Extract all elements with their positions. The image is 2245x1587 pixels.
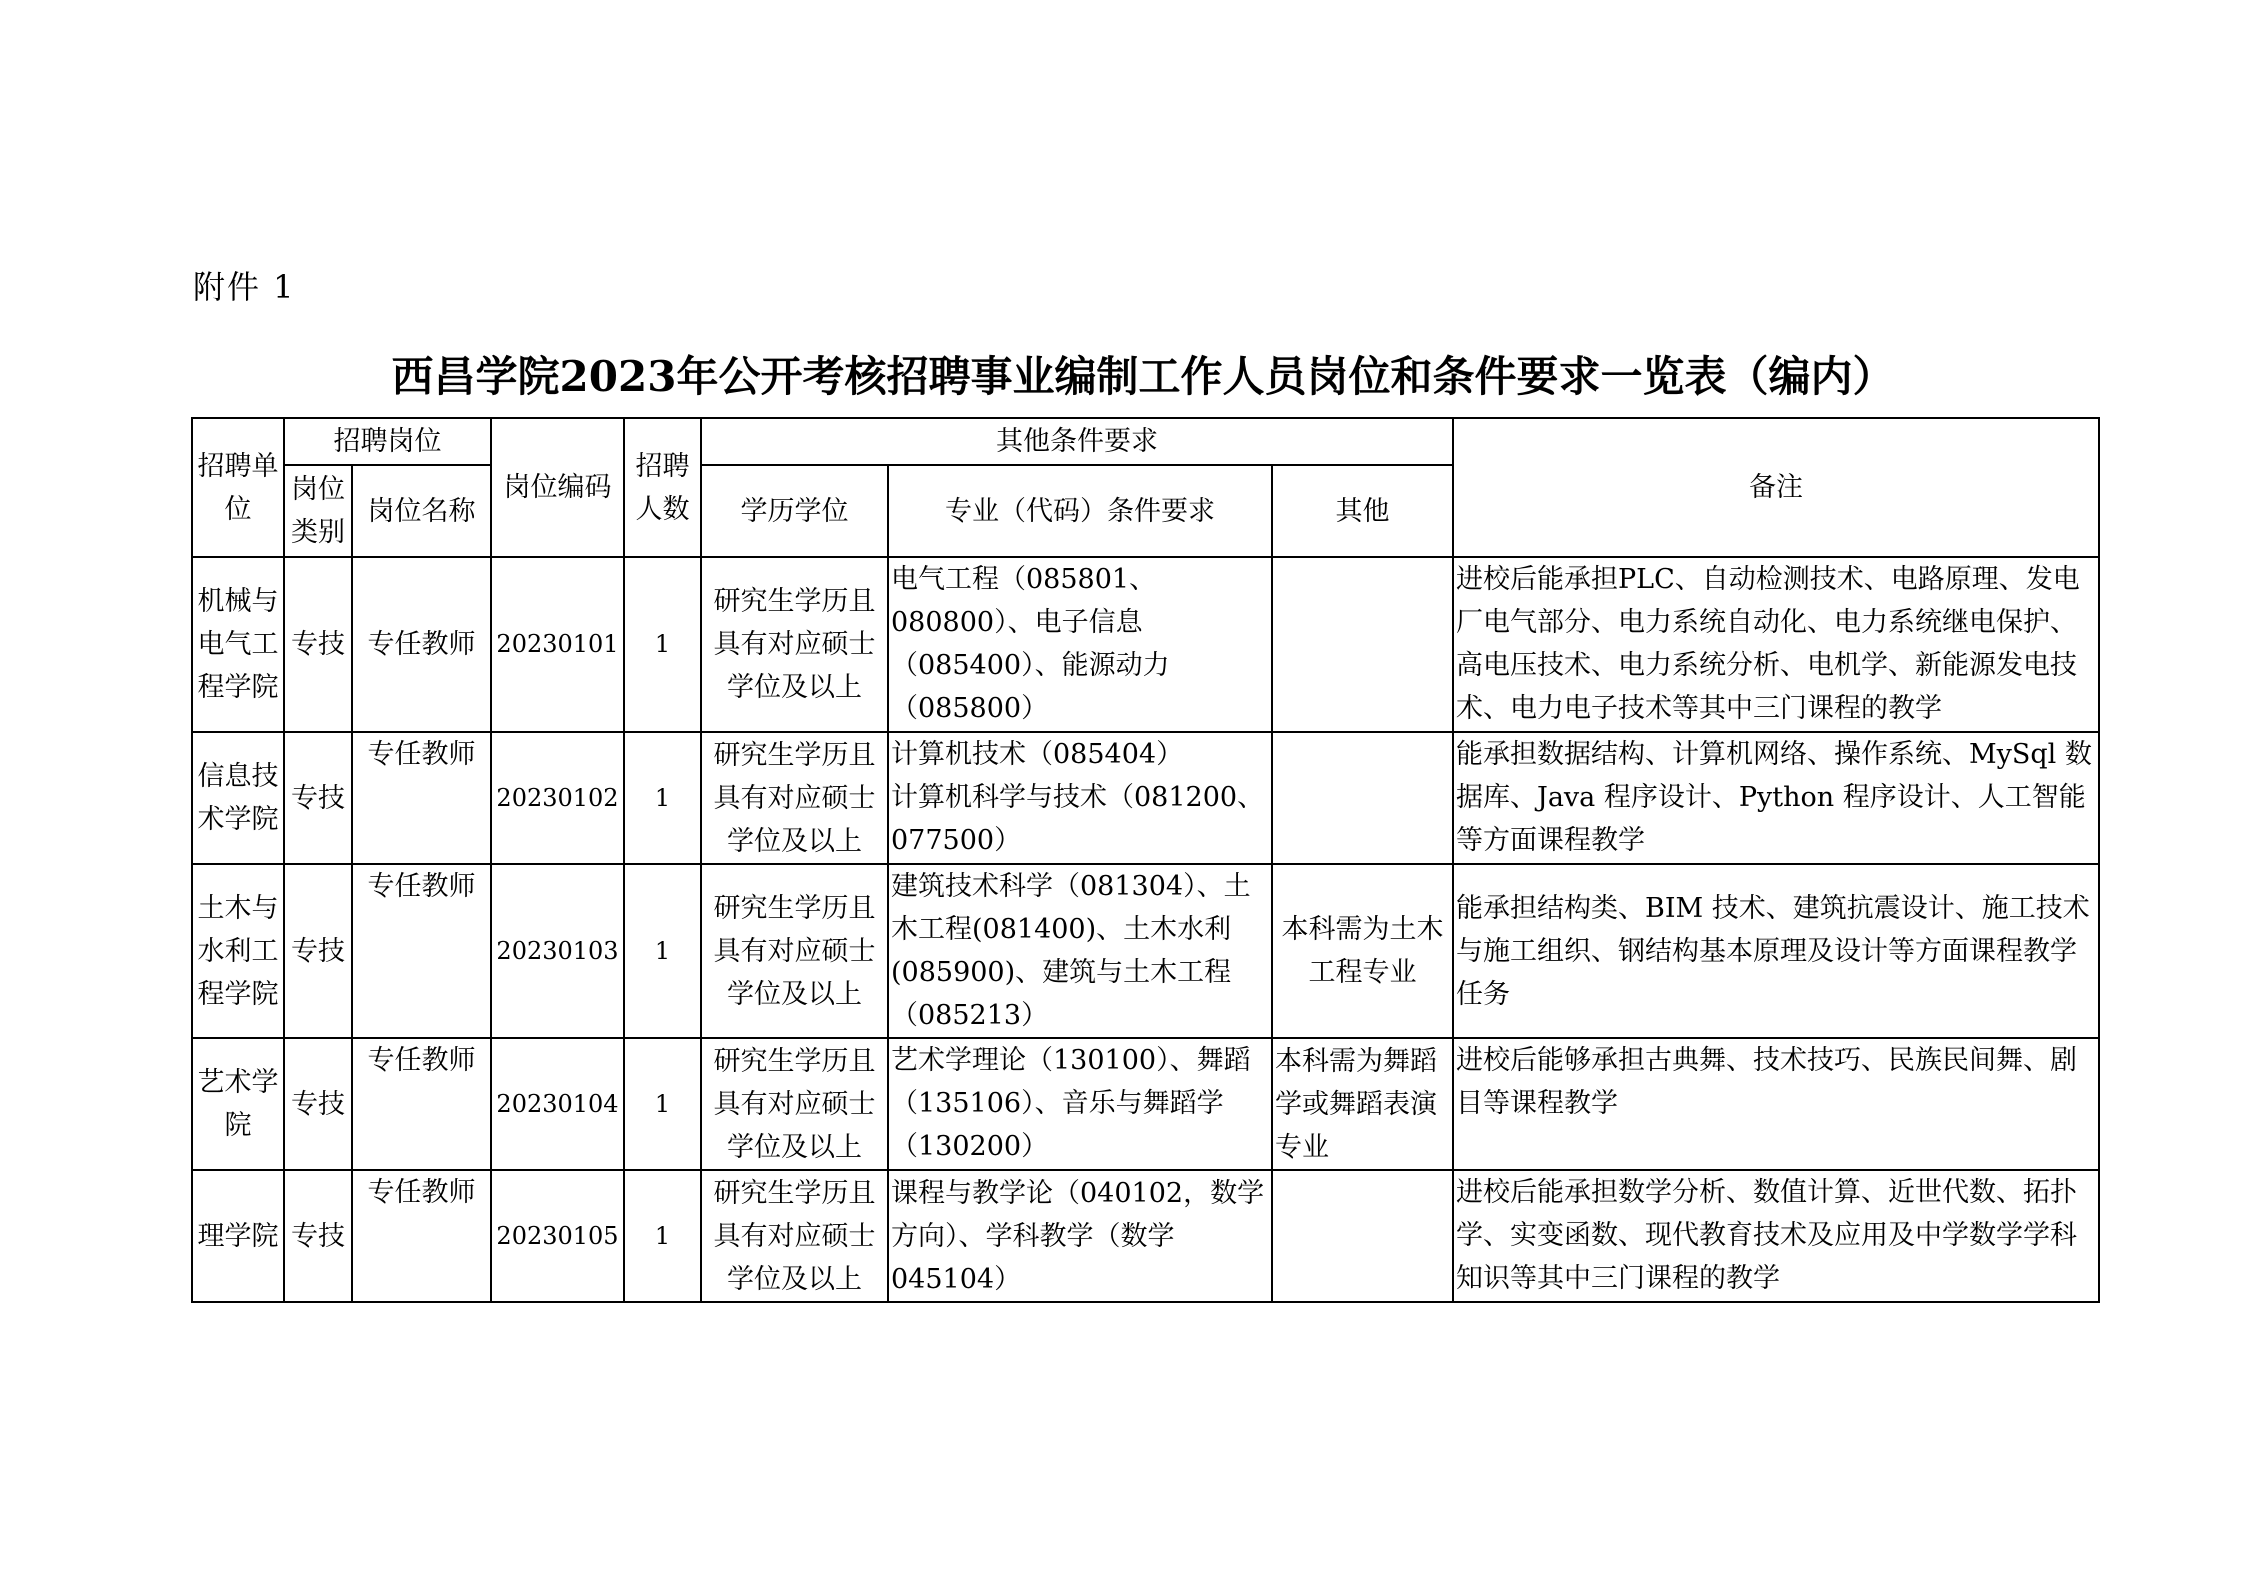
table-row	[192, 1170, 2099, 1302]
post-type-cell: 专技	[284, 864, 352, 1038]
header-post-type: 岗位类别	[284, 465, 352, 557]
post-name-cell: 专任教师	[352, 557, 491, 732]
post-name-cell: 专任教师	[352, 732, 491, 864]
other-cell	[1272, 1170, 1453, 1302]
header-education: 学历学位	[701, 465, 888, 557]
education-cell: 研究生学历且具有对应硕士学位及以上	[701, 557, 888, 732]
attachment-label: 附件 1	[193, 268, 296, 306]
post-code-cell: 20230102	[491, 732, 624, 864]
post-code-cell: 20230105	[491, 1170, 624, 1302]
unit-cell: 信息技术学院	[192, 732, 284, 864]
document-title: 西昌学院2023年公开考核招聘事业编制工作人员岗位和条件要求一览表（编内）	[391, 352, 1895, 401]
other-cell	[1272, 557, 1453, 732]
header-major: 专业（代码）条件要求	[888, 465, 1272, 557]
post-type-cell: 专技	[284, 1038, 352, 1170]
table-row	[192, 1038, 2099, 1170]
header-row-1	[192, 418, 2099, 465]
table-row	[192, 557, 2099, 732]
post-code-cell: 20230101	[491, 557, 624, 732]
major-cell: 艺术学理论（130100）、舞蹈（135106）、音乐与舞蹈学（130200）	[888, 1038, 1272, 1170]
post-type-cell: 专技	[284, 1170, 352, 1302]
post-code-cell: 20230103	[491, 864, 624, 1038]
unit-cell: 理学院	[192, 1170, 284, 1302]
education-cell: 研究生学历且具有对应硕士学位及以上	[701, 732, 888, 864]
table-row	[192, 864, 2099, 1038]
remark-cell: 进校后能够承担古典舞、技术技巧、民族民间舞、剧目等课程教学	[1453, 1038, 2099, 1170]
unit-cell: 艺术学院	[192, 1038, 284, 1170]
other-cell: 本科需为土木工程专业	[1272, 864, 1453, 1038]
education-cell: 研究生学历且具有对应硕士学位及以上	[701, 864, 888, 1038]
header-count: 招聘人数	[624, 418, 701, 557]
remark-cell: 能承担数据结构、计算机网络、操作系统、MySql 数据库、Java 程序设计、Python 程序设计、人工智能等方面课程教学	[1453, 732, 2099, 864]
count-cell: 1	[624, 557, 701, 732]
count-cell: 1	[624, 1170, 701, 1302]
major-cell: 计算机技术（085404） 计算机科学与技术（081200、077500）	[888, 732, 1272, 864]
table-row	[192, 732, 2099, 864]
post-type-cell: 专技	[284, 557, 352, 732]
unit-cell: 土木与水利工程学院	[192, 864, 284, 1038]
post-type-cell: 专技	[284, 732, 352, 864]
major-cell: 电气工程（085801、080800）、电子信息（085400）、能源动力（085800）	[888, 557, 1272, 732]
count-cell: 1	[624, 1038, 701, 1170]
education-cell: 研究生学历且具有对应硕士学位及以上	[701, 1170, 888, 1302]
major-cell: 建筑技术科学（081304）、土木工程(081400)、土木水利(085900)、建筑与土木工程（085213）	[888, 864, 1272, 1038]
header-unit: 招聘单位	[192, 418, 284, 557]
count-cell: 1	[624, 732, 701, 864]
header-post-name: 岗位名称	[352, 465, 491, 557]
post-name-cell: 专任教师	[352, 1170, 491, 1302]
header-other: 其他	[1272, 465, 1453, 557]
header-post: 招聘岗位	[284, 418, 491, 465]
remark-cell: 进校后能承担PLC、自动检测技术、电路原理、发电厂电气部分、电力系统自动化、电力系统继电保护、高电压技术、电力系统分析、电机学、新能源发电技术、电力电子技术等其中三门课程的教学	[1453, 557, 2099, 732]
remark-cell: 进校后能承担数学分析、数值计算、近世代数、拓扑学、实变函数、现代教育技术及应用及中学数学学科知识等其中三门课程的教学	[1453, 1170, 2099, 1302]
unit-cell: 机械与电气工程学院	[192, 557, 284, 732]
major-cell: 课程与教学论（040102，数学方向）、学科教学（数学 045104）	[888, 1170, 1272, 1302]
header-other-requirements: 其他条件要求	[701, 418, 1453, 465]
education-cell: 研究生学历且具有对应硕士学位及以上	[701, 1038, 888, 1170]
header-post-code: 岗位编码	[491, 418, 624, 557]
other-cell: 本科需为舞蹈学或舞蹈表演专业	[1272, 1038, 1453, 1170]
post-code-cell: 20230104	[491, 1038, 624, 1170]
post-name-cell: 专任教师	[352, 864, 491, 1038]
recruitment-table	[191, 417, 2100, 1303]
header-remark: 备注	[1453, 418, 2099, 557]
other-cell	[1272, 732, 1453, 864]
count-cell: 1	[624, 864, 701, 1038]
post-name-cell: 专任教师	[352, 1038, 491, 1170]
remark-cell: 能承担结构类、BIM 技术、建筑抗震设计、施工技术与施工组织、钢结构基本原理及设计等方面课程教学任务	[1453, 864, 2099, 1038]
